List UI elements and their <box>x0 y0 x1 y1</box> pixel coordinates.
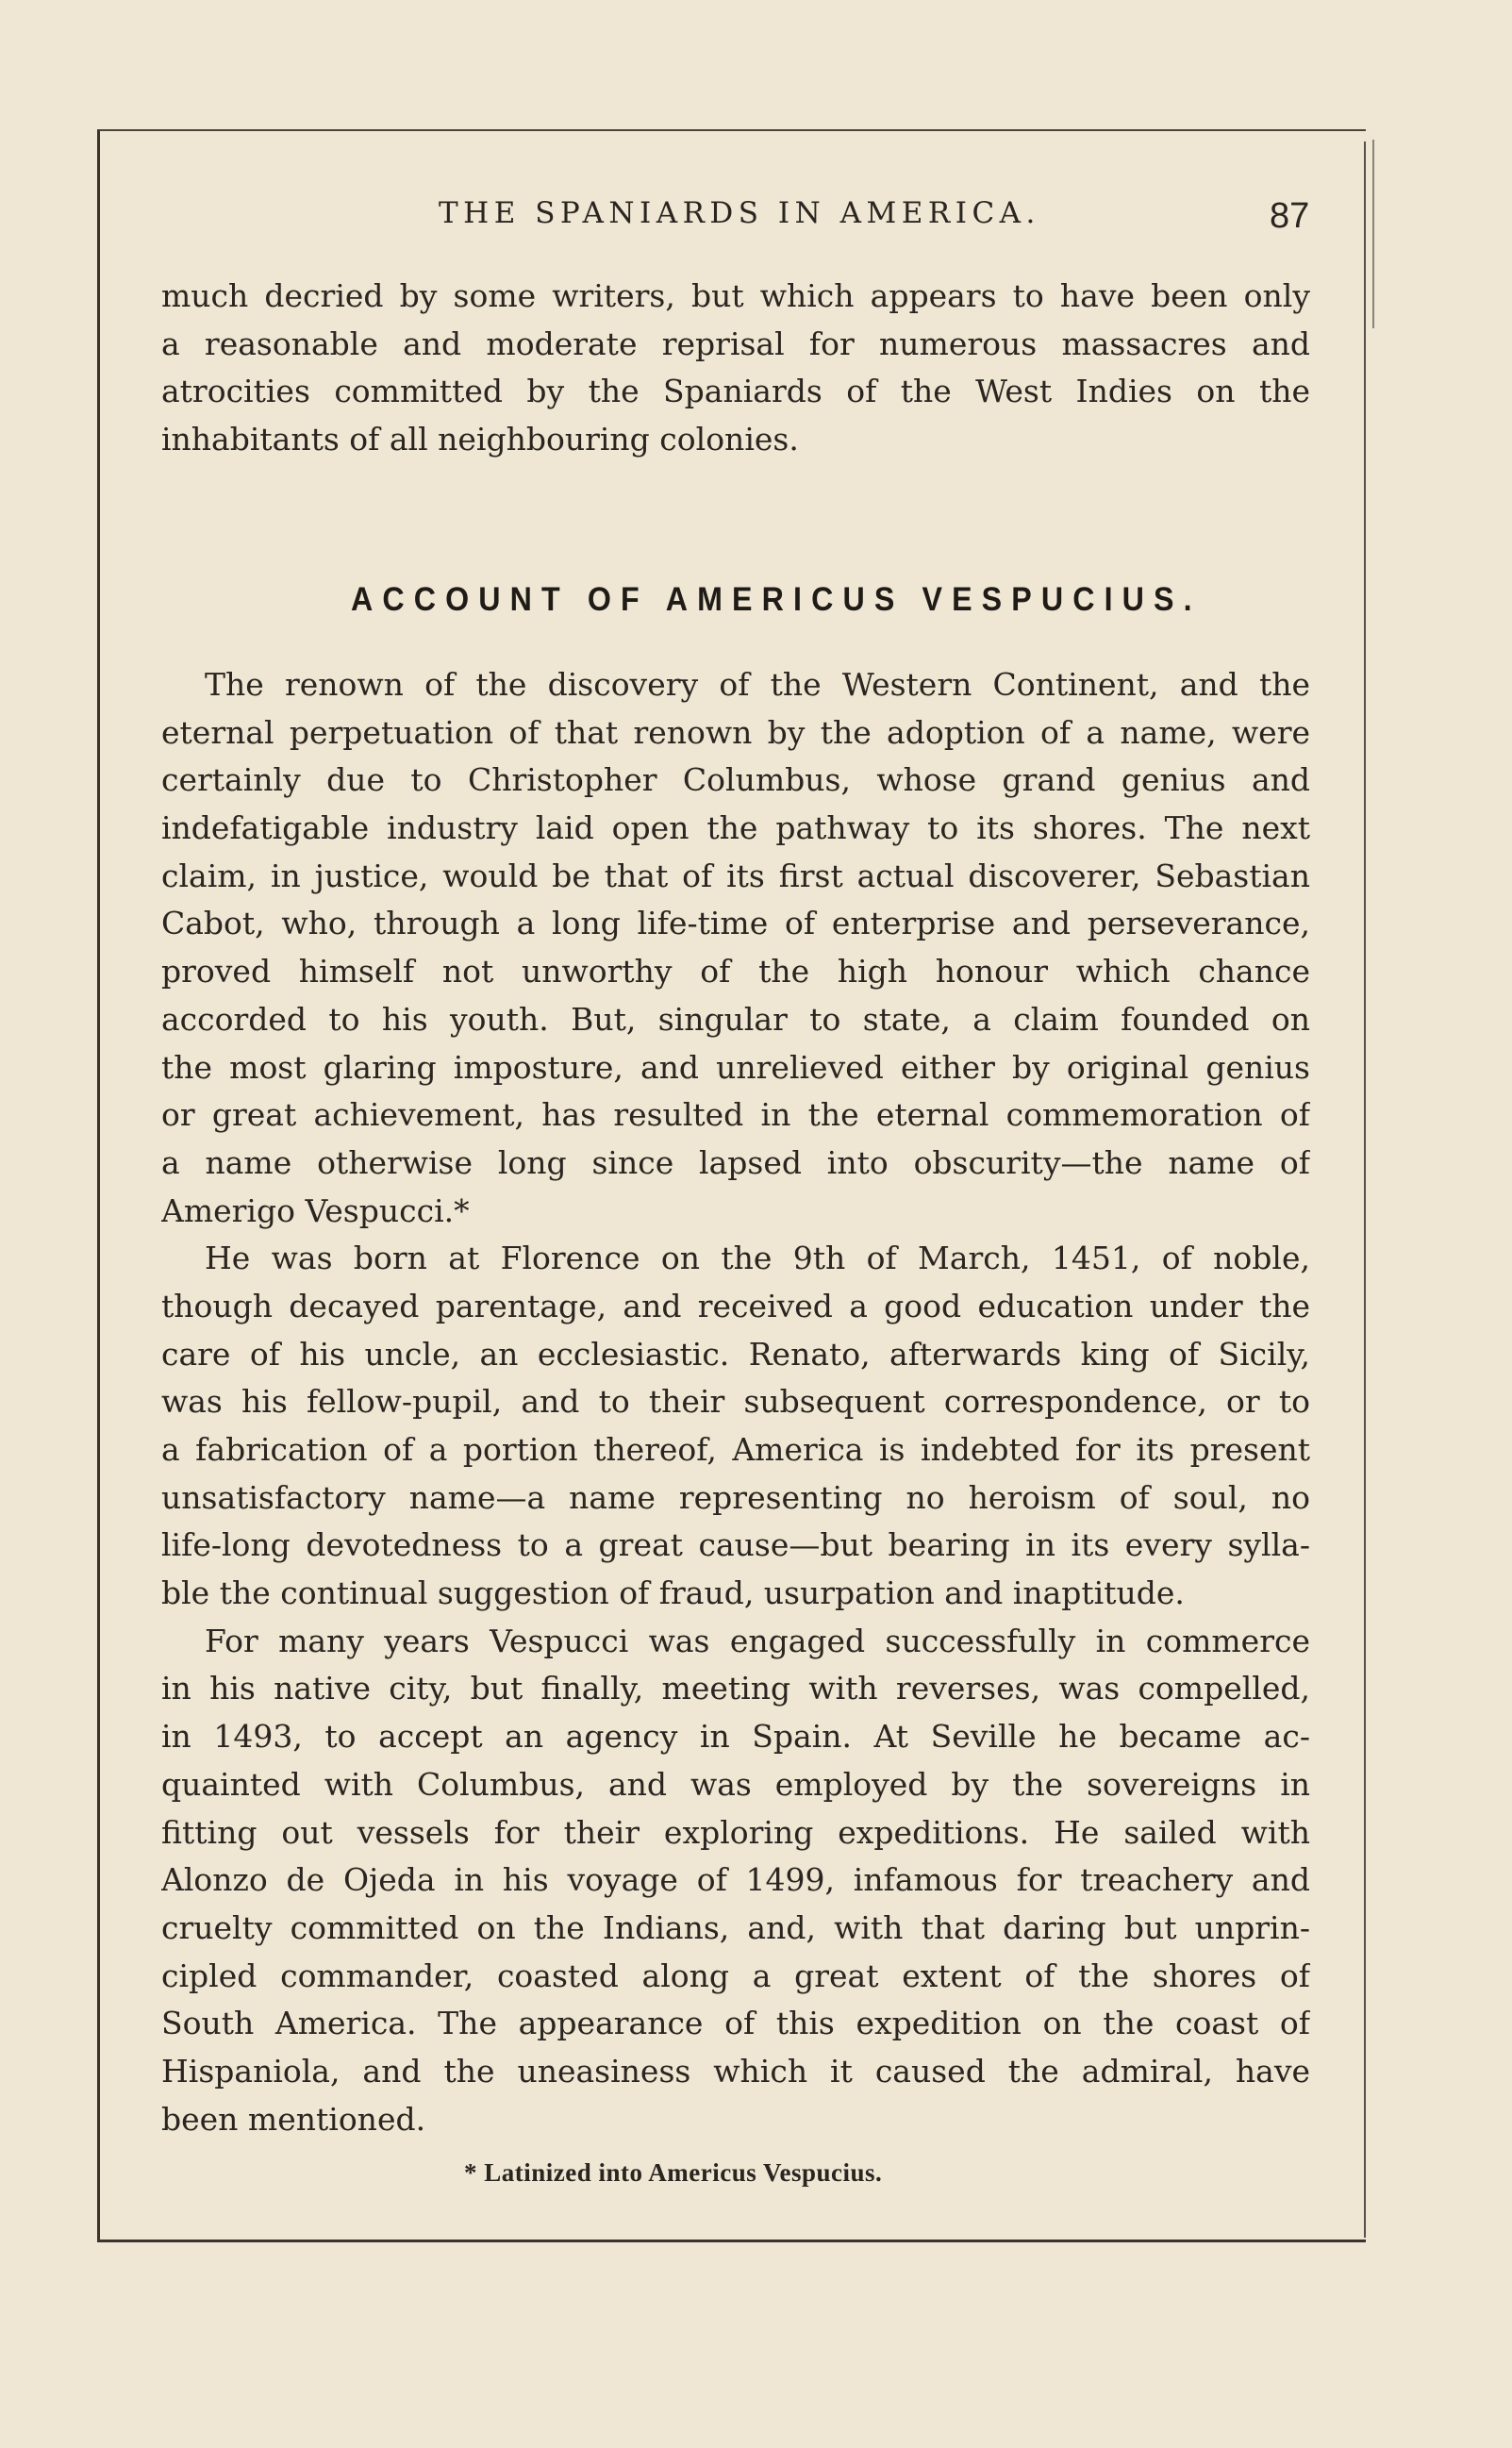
body-line: He was born at Florence on the 9th of March, 1451, of noble, <box>205 1240 1310 1277</box>
body-line: cruelty committed on the Indians, and, with that daring but unprin- <box>161 1908 1310 1946</box>
body-text <box>161 661 1310 2143</box>
body-line: unsatisfactory name—a name representing no heroism of soul, no <box>161 1478 1310 1516</box>
footnote: * Latinized into Americus Vespucius. <box>464 2158 883 2187</box>
body-line: eternal perpetuation of that renown by the adoption of a name, were <box>161 713 1310 751</box>
page-border-right-outer <box>1372 140 1374 328</box>
body-line: The renown of the discovery of the Western Continent, and the <box>205 666 1310 703</box>
intro-line: atrocities committed by the Spaniards of the West Indies on the <box>161 373 1310 410</box>
body-line: fitting out vessels for their exploring expeditions. He sailed with <box>161 1813 1310 1851</box>
page-border-right <box>1364 142 1366 2238</box>
intro-line: a reasonable and moderate reprisal for numerous massacres and <box>161 325 1310 362</box>
section-heading: ACCOUNT OF AMERICUS VESPUCIUS. <box>351 581 1202 618</box>
body-line: though decayed parentage, and received a good education under the <box>161 1287 1310 1324</box>
body-line: Alonzo de Ojeda in his voyage of 1499, infamous for treachery and <box>161 1861 1310 1899</box>
body-line: in 1493, to accept an agency in Spain. At Seville he became ac- <box>161 1718 1310 1756</box>
body-line: claim, in justice, would be that of its first actual discoverer, Sebastian <box>161 857 1310 894</box>
body-line: a name otherwise long since lapsed into obscurity—the name of <box>161 1143 1310 1181</box>
body-line: accorded to his youth. But, singular to state, a claim founded on <box>161 1000 1310 1038</box>
body-line: cipled commander, coasted along a great extent of the shores of <box>161 1957 1310 1994</box>
body-line: was his fellow-pupil, and to their subsequent correspondence, or to <box>161 1383 1310 1421</box>
body-line: Hispaniola, and the uneasiness which it caused the admiral, have <box>161 2052 1310 2090</box>
body-line: the most glaring imposture, and unrelieved either by original genius <box>161 1048 1310 1086</box>
intro-line: much decried by some writers, but which appears to have been only <box>161 277 1310 314</box>
body-line: a fabrication of a portion thereof, America is indebted for its present <box>161 1431 1310 1468</box>
body-line: For many years Vespucci was engaged successfully in commerce <box>205 1622 1310 1659</box>
body-line: certainly due to Christopher Columbus, whose grand genius and <box>161 761 1310 799</box>
body-line: South America. The appearance of this expedition on the coast of <box>161 2005 1310 2042</box>
body-line: life-long devotedness to a great cause—but bearing in its every sylla- <box>161 1526 1310 1564</box>
body-line: or great achievement, has resulted in the eternal commemoration of <box>161 1096 1310 1134</box>
body-line: ble the continual suggestion of fraud, usurpation and inaptitude. <box>161 1574 1185 1612</box>
body-line: been mentioned. <box>161 2100 426 2138</box>
intro-paragraph <box>161 273 1310 464</box>
body-line: Amerigo Vespucci.* <box>161 1191 470 1229</box>
body-line: in his native city, but finally, meeting with reverses, was compelled, <box>161 1670 1310 1707</box>
body-line: Cabot, who, through a long life-time of enterprise and perseverance, <box>161 905 1310 942</box>
body-line: quainted with Columbus, and was employed by the sovereigns in <box>161 1765 1310 1803</box>
running-head: THE SPANIARDS IN AMERICA. <box>439 196 1040 230</box>
intro-line: inhabitants of all neighbouring colonies. <box>161 421 799 458</box>
body-line: indefatigable industry laid open the pathway to its shores. The next <box>161 809 1310 847</box>
body-line: care of his uncle, an ecclesiastic. Renato, afterwards king of Sicily, <box>161 1335 1310 1373</box>
body-line: proved himself not unworthy of the high honour which chance <box>161 953 1310 991</box>
page-number: 87 <box>1270 196 1310 236</box>
